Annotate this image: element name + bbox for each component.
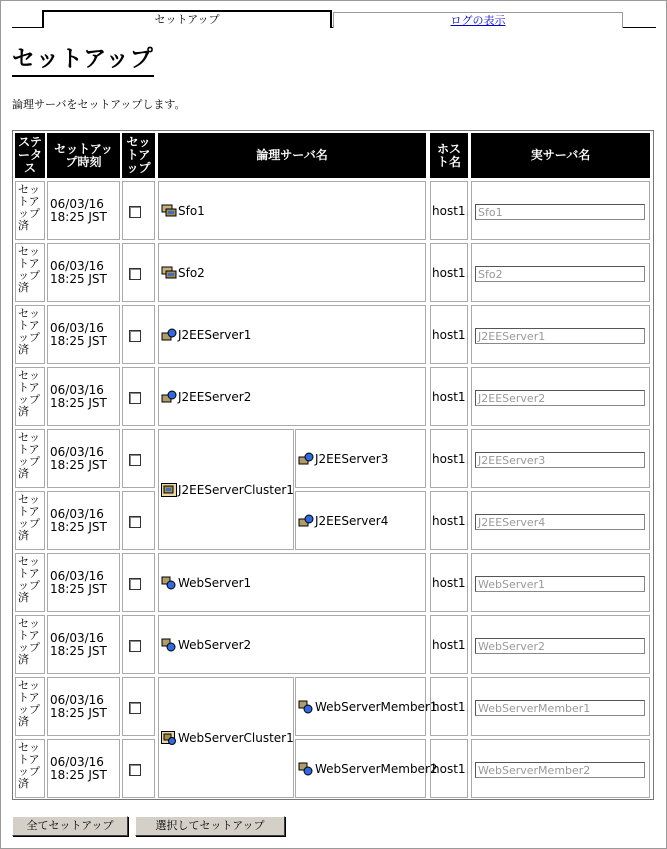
real-server-name-field[interactable]: WebServer2 bbox=[475, 638, 645, 654]
host-cell: host1 bbox=[430, 491, 468, 550]
real-server-cell bbox=[471, 677, 650, 736]
logical-server-name: WebServerMember1 bbox=[315, 699, 438, 714]
logical-server-cell bbox=[158, 243, 426, 302]
setup-time-cell: 06/03/16 18:25 JST bbox=[47, 181, 120, 240]
setup-time-cell: 06/03/16 18:25 JST bbox=[47, 429, 120, 488]
real-server-name-field[interactable]: WebServerMember2 bbox=[475, 762, 645, 778]
j2ee-server-icon bbox=[298, 514, 314, 528]
header-logical-server-name: 論理サーバ名 bbox=[158, 133, 426, 178]
setup-checkbox-cell bbox=[122, 677, 155, 736]
status-cell: セットアップ済 bbox=[15, 739, 45, 798]
setup-checkbox-cell bbox=[122, 243, 155, 302]
setup-time-cell: 06/03/16 18:25 JST bbox=[47, 677, 120, 736]
j2ee-server-icon bbox=[161, 390, 177, 404]
sfo-server-icon bbox=[161, 204, 177, 218]
real-server-name-field[interactable]: Sfo1 bbox=[475, 204, 645, 220]
logical-server-cell bbox=[295, 429, 426, 488]
setup-checkbox-cell bbox=[122, 429, 155, 488]
setup-checkbox[interactable] bbox=[129, 206, 141, 218]
setup-time-cell: 06/03/16 18:25 JST bbox=[47, 553, 120, 612]
page-title: セットアップ bbox=[12, 44, 154, 77]
web-server-icon bbox=[298, 700, 314, 714]
logical-server-name: WebServer2 bbox=[178, 637, 252, 652]
real-server-name-field[interactable]: Sfo2 bbox=[475, 266, 645, 282]
tab-log-view[interactable] bbox=[333, 12, 623, 28]
header-host-name: ホスト名 bbox=[430, 133, 468, 178]
setup-checkbox-cell bbox=[122, 305, 155, 364]
real-server-cell bbox=[471, 553, 650, 612]
setup-checkbox-cell bbox=[122, 553, 155, 612]
real-server-cell bbox=[471, 739, 650, 798]
real-server-name-field[interactable]: J2EEServer3 bbox=[475, 452, 645, 468]
status-cell: セットアップ済 bbox=[15, 491, 45, 550]
setup-all-button[interactable]: 全てセットアップ bbox=[12, 816, 128, 836]
real-server-cell bbox=[471, 367, 650, 426]
setup-checkbox[interactable] bbox=[129, 392, 141, 404]
host-cell: host1 bbox=[430, 181, 468, 240]
host-cell: host1 bbox=[430, 615, 468, 674]
setup-time-cell: 06/03/16 18:25 JST bbox=[47, 491, 120, 550]
logical-server-cell bbox=[158, 553, 426, 612]
logical-server-name: J2EEServer1 bbox=[178, 327, 252, 342]
setup-checkbox[interactable] bbox=[129, 578, 141, 590]
real-server-cell bbox=[471, 615, 650, 674]
logical-server-cell bbox=[295, 677, 438, 736]
host-cell: host1 bbox=[430, 677, 468, 736]
setup-checkbox-cell bbox=[122, 181, 155, 240]
setup-time-cell: 06/03/16 18:25 JST bbox=[47, 243, 120, 302]
status-cell: セットアップ済 bbox=[15, 677, 45, 736]
j2ee-server-icon bbox=[161, 328, 177, 342]
setup-time-cell: 06/03/16 18:25 JST bbox=[47, 615, 120, 674]
j2ee-server-icon bbox=[298, 452, 314, 466]
real-server-name-field[interactable]: WebServerMember1 bbox=[475, 700, 645, 716]
setup-table bbox=[12, 130, 654, 800]
host-cell: host1 bbox=[430, 367, 468, 426]
host-cell: host1 bbox=[430, 305, 468, 364]
host-cell: host1 bbox=[430, 429, 468, 488]
web-cluster-icon bbox=[161, 731, 177, 745]
setup-checkbox[interactable] bbox=[129, 330, 141, 342]
host-cell: host1 bbox=[430, 243, 468, 302]
logical-server-cell bbox=[158, 181, 426, 240]
header-real-server-name: 実サーバ名 bbox=[471, 133, 650, 178]
header-status: ステータス bbox=[15, 133, 45, 178]
real-server-name-field[interactable]: J2EEServer2 bbox=[475, 390, 645, 406]
setup-checkbox[interactable] bbox=[129, 702, 141, 714]
tab-log-view-link[interactable]: ログの表示 bbox=[450, 14, 506, 27]
page-description: 論理サーバをセットアップします。 bbox=[12, 98, 186, 111]
setup-checkbox[interactable] bbox=[129, 454, 141, 466]
setup-selected-button[interactable]: 選択してセットアップ bbox=[135, 816, 285, 836]
status-cell: セットアップ済 bbox=[15, 615, 45, 674]
cluster-cell bbox=[158, 677, 294, 798]
setup-time-cell: 06/03/16 18:25 JST bbox=[47, 305, 120, 364]
setup-checkbox[interactable] bbox=[129, 640, 141, 652]
header-setup-time: セットアップ時刻 bbox=[47, 133, 120, 178]
logical-server-name: WebServerMember2 bbox=[315, 761, 438, 776]
real-server-name-field[interactable]: J2EEServer4 bbox=[475, 514, 645, 530]
real-server-cell bbox=[471, 181, 650, 240]
cluster-cell bbox=[158, 429, 294, 550]
logical-server-name: WebServer1 bbox=[178, 575, 252, 590]
setup-time-cell: 06/03/16 18:25 JST bbox=[47, 367, 120, 426]
status-cell: セットアップ済 bbox=[15, 367, 45, 426]
setup-checkbox-cell bbox=[122, 491, 155, 550]
host-cell: host1 bbox=[430, 553, 468, 612]
real-server-cell bbox=[471, 305, 650, 364]
tab-bar bbox=[12, 10, 656, 28]
setup-checkbox-cell bbox=[122, 367, 155, 426]
web-server-icon bbox=[161, 638, 177, 652]
logical-server-cell bbox=[158, 367, 426, 426]
status-cell: セットアップ済 bbox=[15, 429, 45, 488]
web-server-icon bbox=[298, 762, 314, 776]
logical-server-cell bbox=[158, 615, 426, 674]
logical-server-name: Sfo2 bbox=[178, 265, 205, 280]
setup-checkbox-cell bbox=[122, 739, 155, 798]
real-server-name-field[interactable]: J2EEServer1 bbox=[475, 328, 645, 344]
cluster-icon bbox=[161, 483, 177, 497]
logical-server-cell bbox=[295, 739, 438, 798]
web-server-icon bbox=[161, 576, 177, 590]
status-cell: セットアップ済 bbox=[15, 243, 45, 302]
cluster-name: WebServerCluster1 bbox=[178, 730, 294, 745]
real-server-name-field[interactable]: WebServer1 bbox=[475, 576, 645, 592]
status-cell: セットアップ済 bbox=[15, 553, 45, 612]
real-server-cell bbox=[471, 243, 650, 302]
cluster-name: J2EEServerCluster1 bbox=[178, 482, 294, 497]
logical-server-name: J2EEServer4 bbox=[315, 513, 389, 528]
setup-checkbox[interactable] bbox=[129, 764, 141, 776]
host-cell: host1 bbox=[430, 739, 468, 798]
status-cell: セットアップ済 bbox=[15, 181, 45, 240]
real-server-cell bbox=[471, 429, 650, 488]
setup-time-cell: 06/03/16 18:25 JST bbox=[47, 739, 120, 798]
logical-server-cell bbox=[295, 491, 426, 550]
header-setup: セットアップ bbox=[122, 133, 155, 178]
logical-server-name: Sfo1 bbox=[178, 203, 205, 218]
setup-checkbox[interactable] bbox=[129, 268, 141, 280]
tab-setup[interactable]: セットアップ bbox=[42, 10, 332, 28]
logical-server-name: J2EEServer2 bbox=[178, 389, 252, 404]
real-server-cell bbox=[471, 491, 650, 550]
logical-server-cell bbox=[158, 305, 426, 364]
logical-server-name: J2EEServer3 bbox=[315, 451, 389, 466]
setup-checkbox[interactable] bbox=[129, 516, 141, 528]
sfo-server-icon bbox=[161, 266, 177, 280]
setup-checkbox-cell bbox=[122, 615, 155, 674]
status-cell: セットアップ済 bbox=[15, 305, 45, 364]
